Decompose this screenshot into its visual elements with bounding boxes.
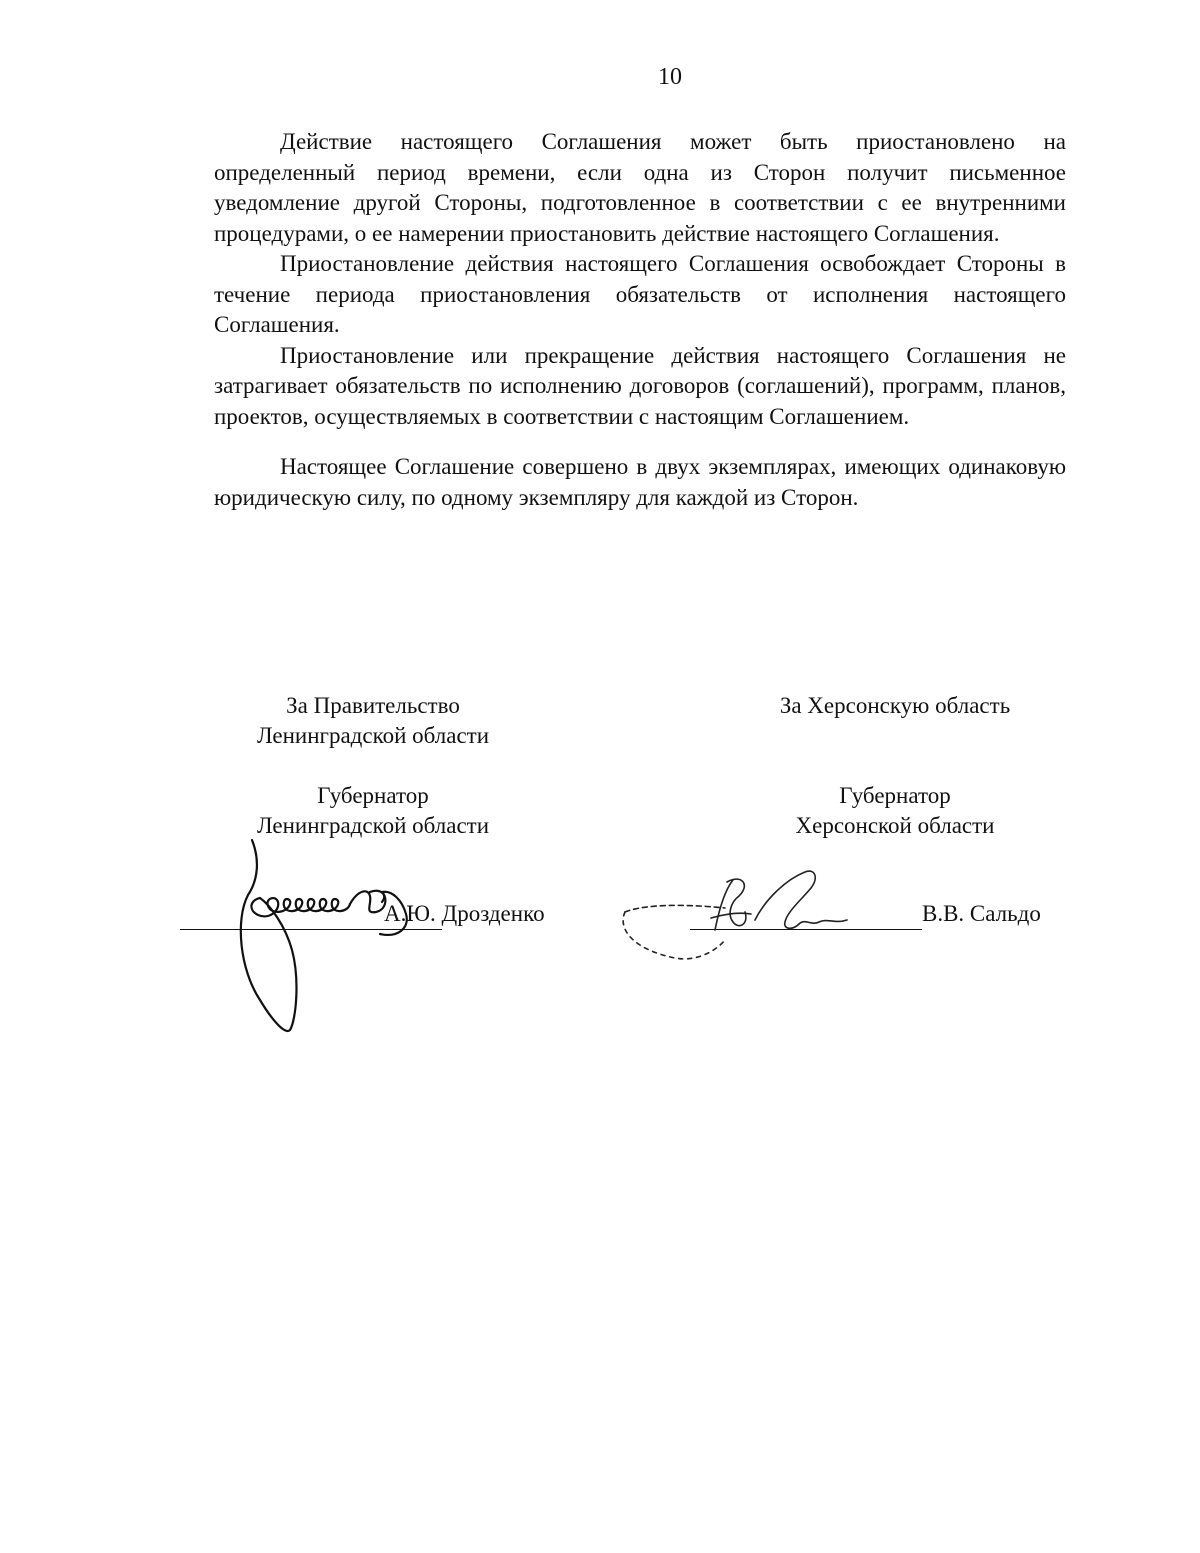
paragraph-termination-effect: Приостановление или прекращение действия настоящего Соглашения не затрагивает обязательств по исполнению договоров (соглашений), программ, планов, проектов, осуществляемых в соответствии с настоящим Соглашением.	[214, 342, 1066, 429]
right-post-line1: Губернатор	[839, 783, 951, 808]
document-body	[214, 127, 1066, 513]
left-org-line1: За Правительство	[286, 693, 460, 718]
right-post-line2: Херсонской области	[795, 813, 995, 838]
left-handwritten-signature	[230, 840, 450, 1040]
page-number: 10	[658, 64, 682, 90]
left-org-line2: Ленинградской области	[256, 723, 490, 748]
left-post-line2: Ленинградской области	[256, 813, 490, 838]
left-post-line1: Губернатор	[317, 783, 429, 808]
left-signatory-post	[228, 781, 518, 841]
left-signatory-org	[228, 691, 518, 751]
left-signer-name: А.Ю. Дрозденко	[384, 901, 545, 926]
right-signatory-org	[720, 691, 1070, 721]
paragraph-copies: Настоящее Соглашение совершено в двух экземплярах, имеющих одинаковую юридическую силу, по одному экземпляру для каждой из Сторон.	[214, 454, 1066, 510]
right-signer-name: В.В. Сальдо	[922, 901, 1041, 926]
right-signatory-post	[720, 781, 1070, 841]
paragraph-suspension: Действие настоящего Соглашения может быть приостановлено на определенный период времени, если одна из Сторон получит письменное уведомление другой Стороны, подготовленное в соответствии с ее внутренними процедурами, о ее намерении приостановить действие настоящего Соглашения.	[214, 129, 1066, 246]
right-handwritten-signature	[615, 860, 875, 970]
right-org-line1: За Херсонскую область	[779, 693, 1011, 718]
paragraph-suspension-effect: Приостановление действия настоящего Соглашения освобождает Стороны в течение периода приостановления обязательств от исполнения настоящего Соглашения.	[214, 251, 1066, 337]
